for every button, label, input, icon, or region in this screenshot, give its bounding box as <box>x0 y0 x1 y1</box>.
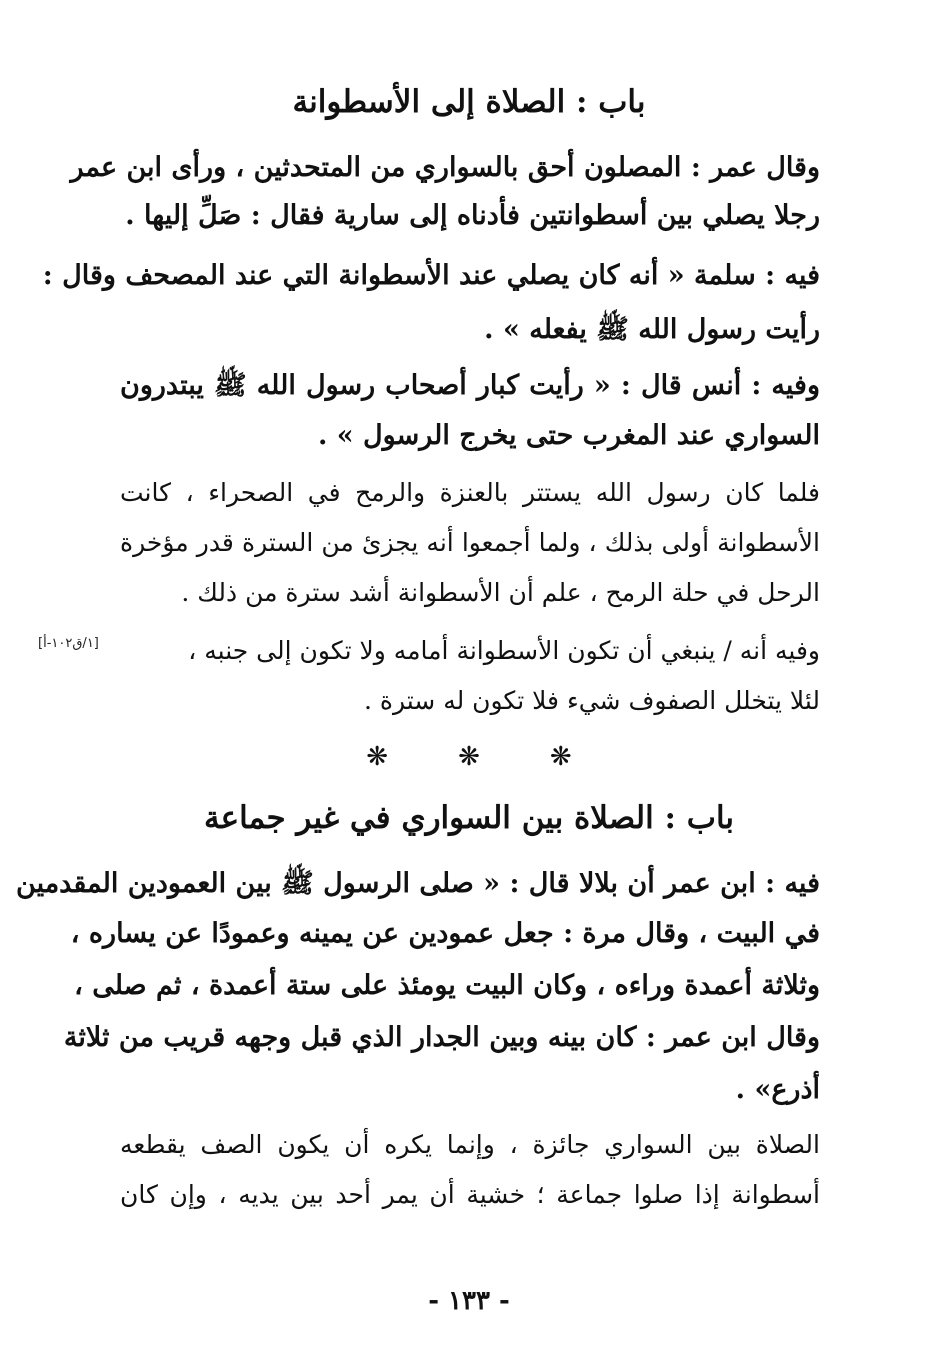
section-title: باب : الصلاة بين السواري في غير جماعة <box>203 800 735 836</box>
paragraph-line: وقال ابن عمر : كان بينه وبين الجدار الذي قبل وجهه قريب من ثلاثة <box>63 1022 820 1053</box>
paragraph-line: رجلا يصلي بين أسطوانتين فأدناه إلى سارية فقال : صَلِّ إليها . <box>125 200 820 231</box>
paragraph-line: وفيه أنه / ينبغي أن تكون الأسطوانة أمامه ولا تكون إلى جنبه ، <box>188 636 820 665</box>
paragraph-line: رأيت رسول الله ﷺ يفعله » . <box>484 314 820 345</box>
paragraph-line: السواري عند المغرب حتى يخرج الرسول » . <box>317 420 820 451</box>
paragraph-line: الأسطوانة أولى بذلك ، ولما أجمعوا أنه يجزئ من السترة قدر مؤخرة <box>120 528 820 557</box>
paragraph-line: فلما كان رسول الله يستتر بالعنزة والرمح في الصحراء ، كانت <box>120 478 820 507</box>
paragraph-line: أذرع» . <box>735 1074 820 1105</box>
paragraph-line: أسطوانة إذا صلوا جماعة ؛ خشية أن يمر أحد بين يديه ، وإن كان <box>120 1180 820 1209</box>
paragraph-line: فيه : سلمة « أنه كان يصلي عند الأسطوانة التي عند المصحف وقال : <box>42 260 820 291</box>
paragraph-line: الصلاة بين السواري جائزة ، وإنما يكره أن يكون الصف يقطعه <box>120 1130 820 1159</box>
section-title: باب : الصلاة إلى الأسطوانة <box>292 84 646 120</box>
star-ornament-icon: ❋ <box>549 742 572 772</box>
paragraph-line: وقال عمر : المصلون أحق بالسواري من المتحدثين ، ورأى ابن عمر <box>70 152 820 183</box>
paragraph-line: لئلا يتخلل الصفوف شيء فلا تكون له سترة . <box>363 686 820 715</box>
page-number: - ١٣٣ - <box>428 1286 510 1316</box>
star-ornament-icon: ❋ <box>458 742 480 772</box>
paragraph-line: وثلاثة أعمدة وراءه ، وكان البيت يومئذ على ستة أعمدة ، ثم صلى ، <box>74 970 820 1001</box>
paragraph-line: الرحل في حلة الرمح ، علم أن الأسطوانة أشد سترة من ذلك . <box>181 578 820 607</box>
paragraph-line: فيه : ابن عمر أن بلالا قال : « صلى الرسول ﷺ بين العمودين المقدمين <box>16 868 820 899</box>
star-ornament-icon: ❋ <box>366 742 389 772</box>
paragraph-line: في البيت ، وقال مرة : جعل عمودين عن يمينه وعمودًا عن يساره ، <box>70 918 820 949</box>
paragraph-line: وفيه : أنس قال : « رأيت كبار أصحاب رسول الله ﷺ يبتدرون <box>120 370 820 401</box>
manuscript-folio-note: [١/ق١٠٢-أ] <box>38 636 99 651</box>
section-divider <box>0 742 938 772</box>
